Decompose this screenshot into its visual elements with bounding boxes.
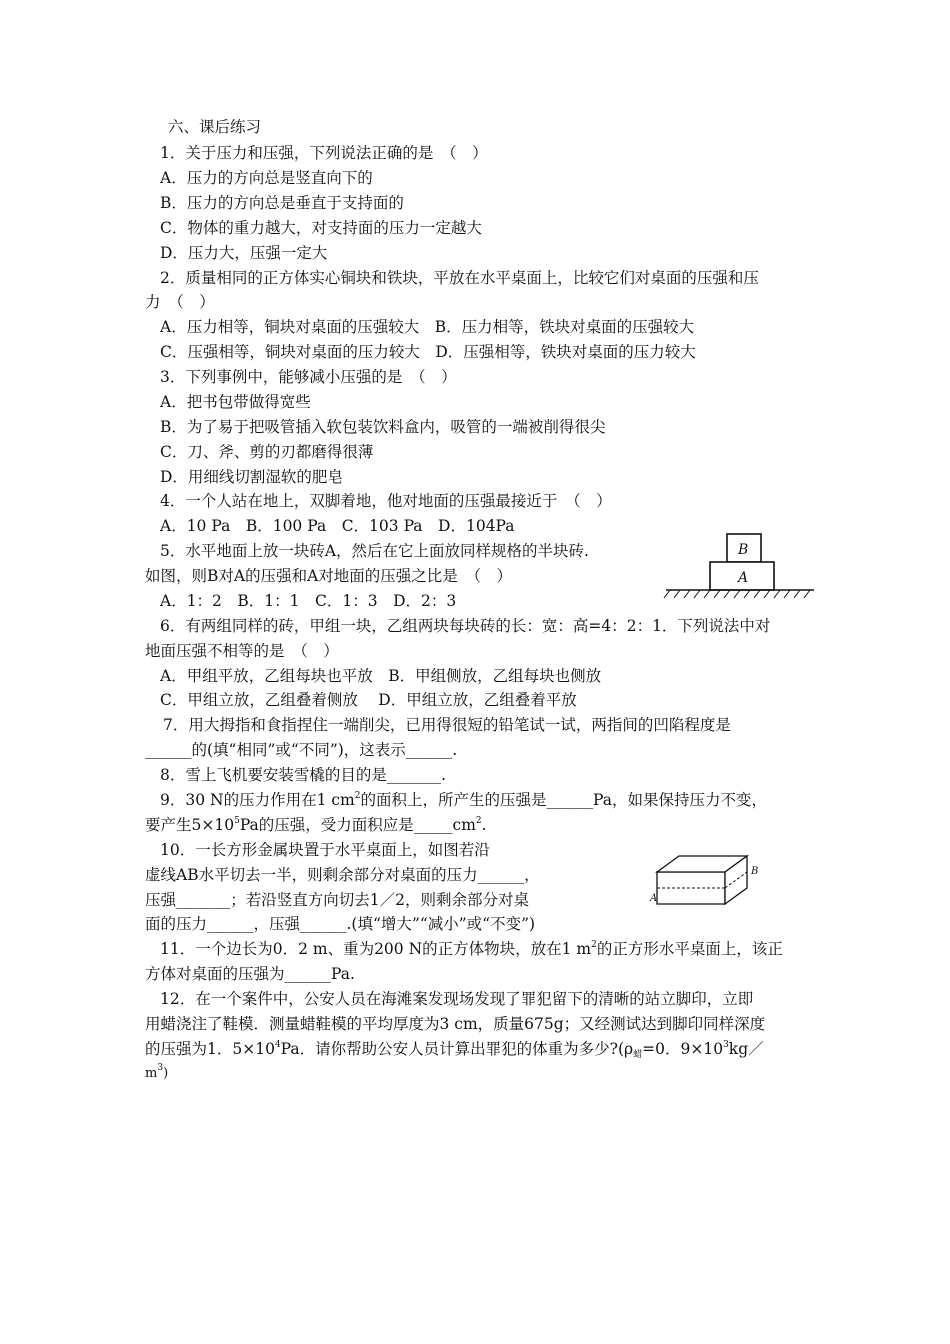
q3-option-c: C．刀、斧、剪的刃都磨得很薄 <box>160 443 374 461</box>
q1-option-a: A．压力的方向总是竖直向下的 <box>160 169 373 187</box>
q10-line2: 虚线AB水平切去一半，则剩余部分对桌面的压力______， <box>145 866 540 884</box>
q3-option-d: D．用细线切割湿软的肥皂 <box>160 468 343 486</box>
q3-stem: 3．下列事例中，能够减小压强的是 （ ） <box>160 368 457 386</box>
q5-options: A．1：2 B．1：1 C．1：3 D．2：3 <box>160 592 457 610</box>
section-heading: 六、课后练习 <box>168 118 262 136</box>
block-label-b: B <box>751 866 759 877</box>
q4-options: A．10 Pa B．100 Pa C．103 Pa D．104Pa <box>160 517 515 535</box>
q2-options-ab: A．压力相等，铜块对桌面的压强较大 B．压力相等，铁块对桌面的压强较大 <box>160 318 695 336</box>
q6-options-ab: A．甲组平放，乙组每块也平放 B．甲组侧放，乙组每块也侧放 <box>160 667 602 685</box>
q12-line2: 用蜡浇注了鞋模．测量蜡鞋模的平均厚度为3 cm，质量675g；又经测试达到脚印同样深度 <box>145 1015 766 1033</box>
q1-option-b: B．压力的方向总是垂直于支持面的 <box>160 194 404 212</box>
q1-option-d: D．压力大，压强一定大 <box>160 244 328 262</box>
q5-stem-line2: 如图，则B对A的压强和A对地面的压强之比是 （ ） <box>145 567 513 585</box>
block-label-a: A <box>650 893 658 904</box>
q10-line3: 压强_______；若沿竖直方向切去1／2，则剩余部分对桌 <box>145 891 529 909</box>
q4-stem: 4．一个人站在地上，双脚着地，他对地面的压强最接近于 （ ） <box>160 492 612 510</box>
q6-stem-line1: 6．有两组同样的砖，甲组一块，乙组两块每块砖的长：宽：高=4：2：1．下列说法中对 <box>160 617 771 635</box>
q12-line1: 12．在一个案件中，公安人员在海滩案发现场发现了罪犯留下的清晰的站立脚印，立即 <box>160 990 754 1008</box>
q7-stem-line1: 7．用大拇指和食指捏住一端削尖，已用得很短的铅笔试一试，两指间的凹陷程度是 <box>163 716 731 734</box>
q9-line2: 要产生$5\times 10^5Pa$的压强，受力面积应是$\_\_\_\_\_cm^2$. <box>145 816 487 834</box>
q6-options-cd: C．甲组立放，乙组叠着侧放 D．甲组立放，乙组叠着平放 <box>160 691 577 709</box>
brick-b-label: B <box>738 542 749 558</box>
q9-line1: 9．30 N的压力作用在1 $cm^2$的面积上，所产生的压强是______Pa，如果保持压力不变， <box>160 791 767 809</box>
q8-stem: 8．雪上飞机要安装雪橇的目的是_______. <box>160 766 447 784</box>
q6-stem-line2: 地面压强不相等的是 （ ） <box>145 642 339 660</box>
q7-stem-line2: ______的(填“相同”或“不同”)，这表示______. <box>145 741 458 759</box>
brick-a-label: A <box>738 570 749 586</box>
q5-stem-line1: 5．水平地面上放一块砖A，然后在它上面放同样规格的半块砖. <box>160 542 589 560</box>
q1-stem: 1．关于压力和压强，下列说法正确的是 （ ） <box>160 144 488 162</box>
q11-line1: 11．一个边长为0．2 m、重为200 N的正方体物块，放在1 $m^2$的正方形水平桌面上，该正 <box>160 940 783 958</box>
q3-option-a: A．把书包带做得宽些 <box>160 393 311 411</box>
q12-line3: 的压强为1．$5\times 10^4Pa$．请你帮助公安人员计算出罪犯的体重为多少$?(\rho_蜡=0$．$9\times 10^3kg/$ <box>145 1040 764 1060</box>
q12-line4: $m^3$) <box>145 1063 169 1081</box>
ground-hatching <box>664 590 810 598</box>
q2-stem-line1: 2．质量相同的正方体实心铜块和铁块，平放在水平桌面上，比较它们对桌面的压强和压 <box>160 269 759 287</box>
q1-option-c: C．物体的重力越大，对支持面的压力一定越大 <box>160 219 482 237</box>
q3-option-b: B．为了易于把吸管插入软包装饮料盒内，吸管的一端被削得很尖 <box>160 418 606 436</box>
q10-line4: 面的压力______，压强______.(填“增大”“减小”或“不变”) <box>145 915 536 933</box>
q10-line1: 10．一长方形金属块置于水平桌面上，如图若沿 <box>160 841 490 859</box>
q2-options-cd: C．压强相等，铜块对桌面的压力较大 D．压强相等，铁块对桌面的压力较大 <box>160 343 696 361</box>
metal-block-diagram <box>645 850 770 912</box>
q2-stem-line2: 力 （ ） <box>145 293 215 311</box>
q11-line2: 方体对桌面的压强为______Pa. <box>145 965 355 983</box>
brick-diagram <box>660 528 820 603</box>
